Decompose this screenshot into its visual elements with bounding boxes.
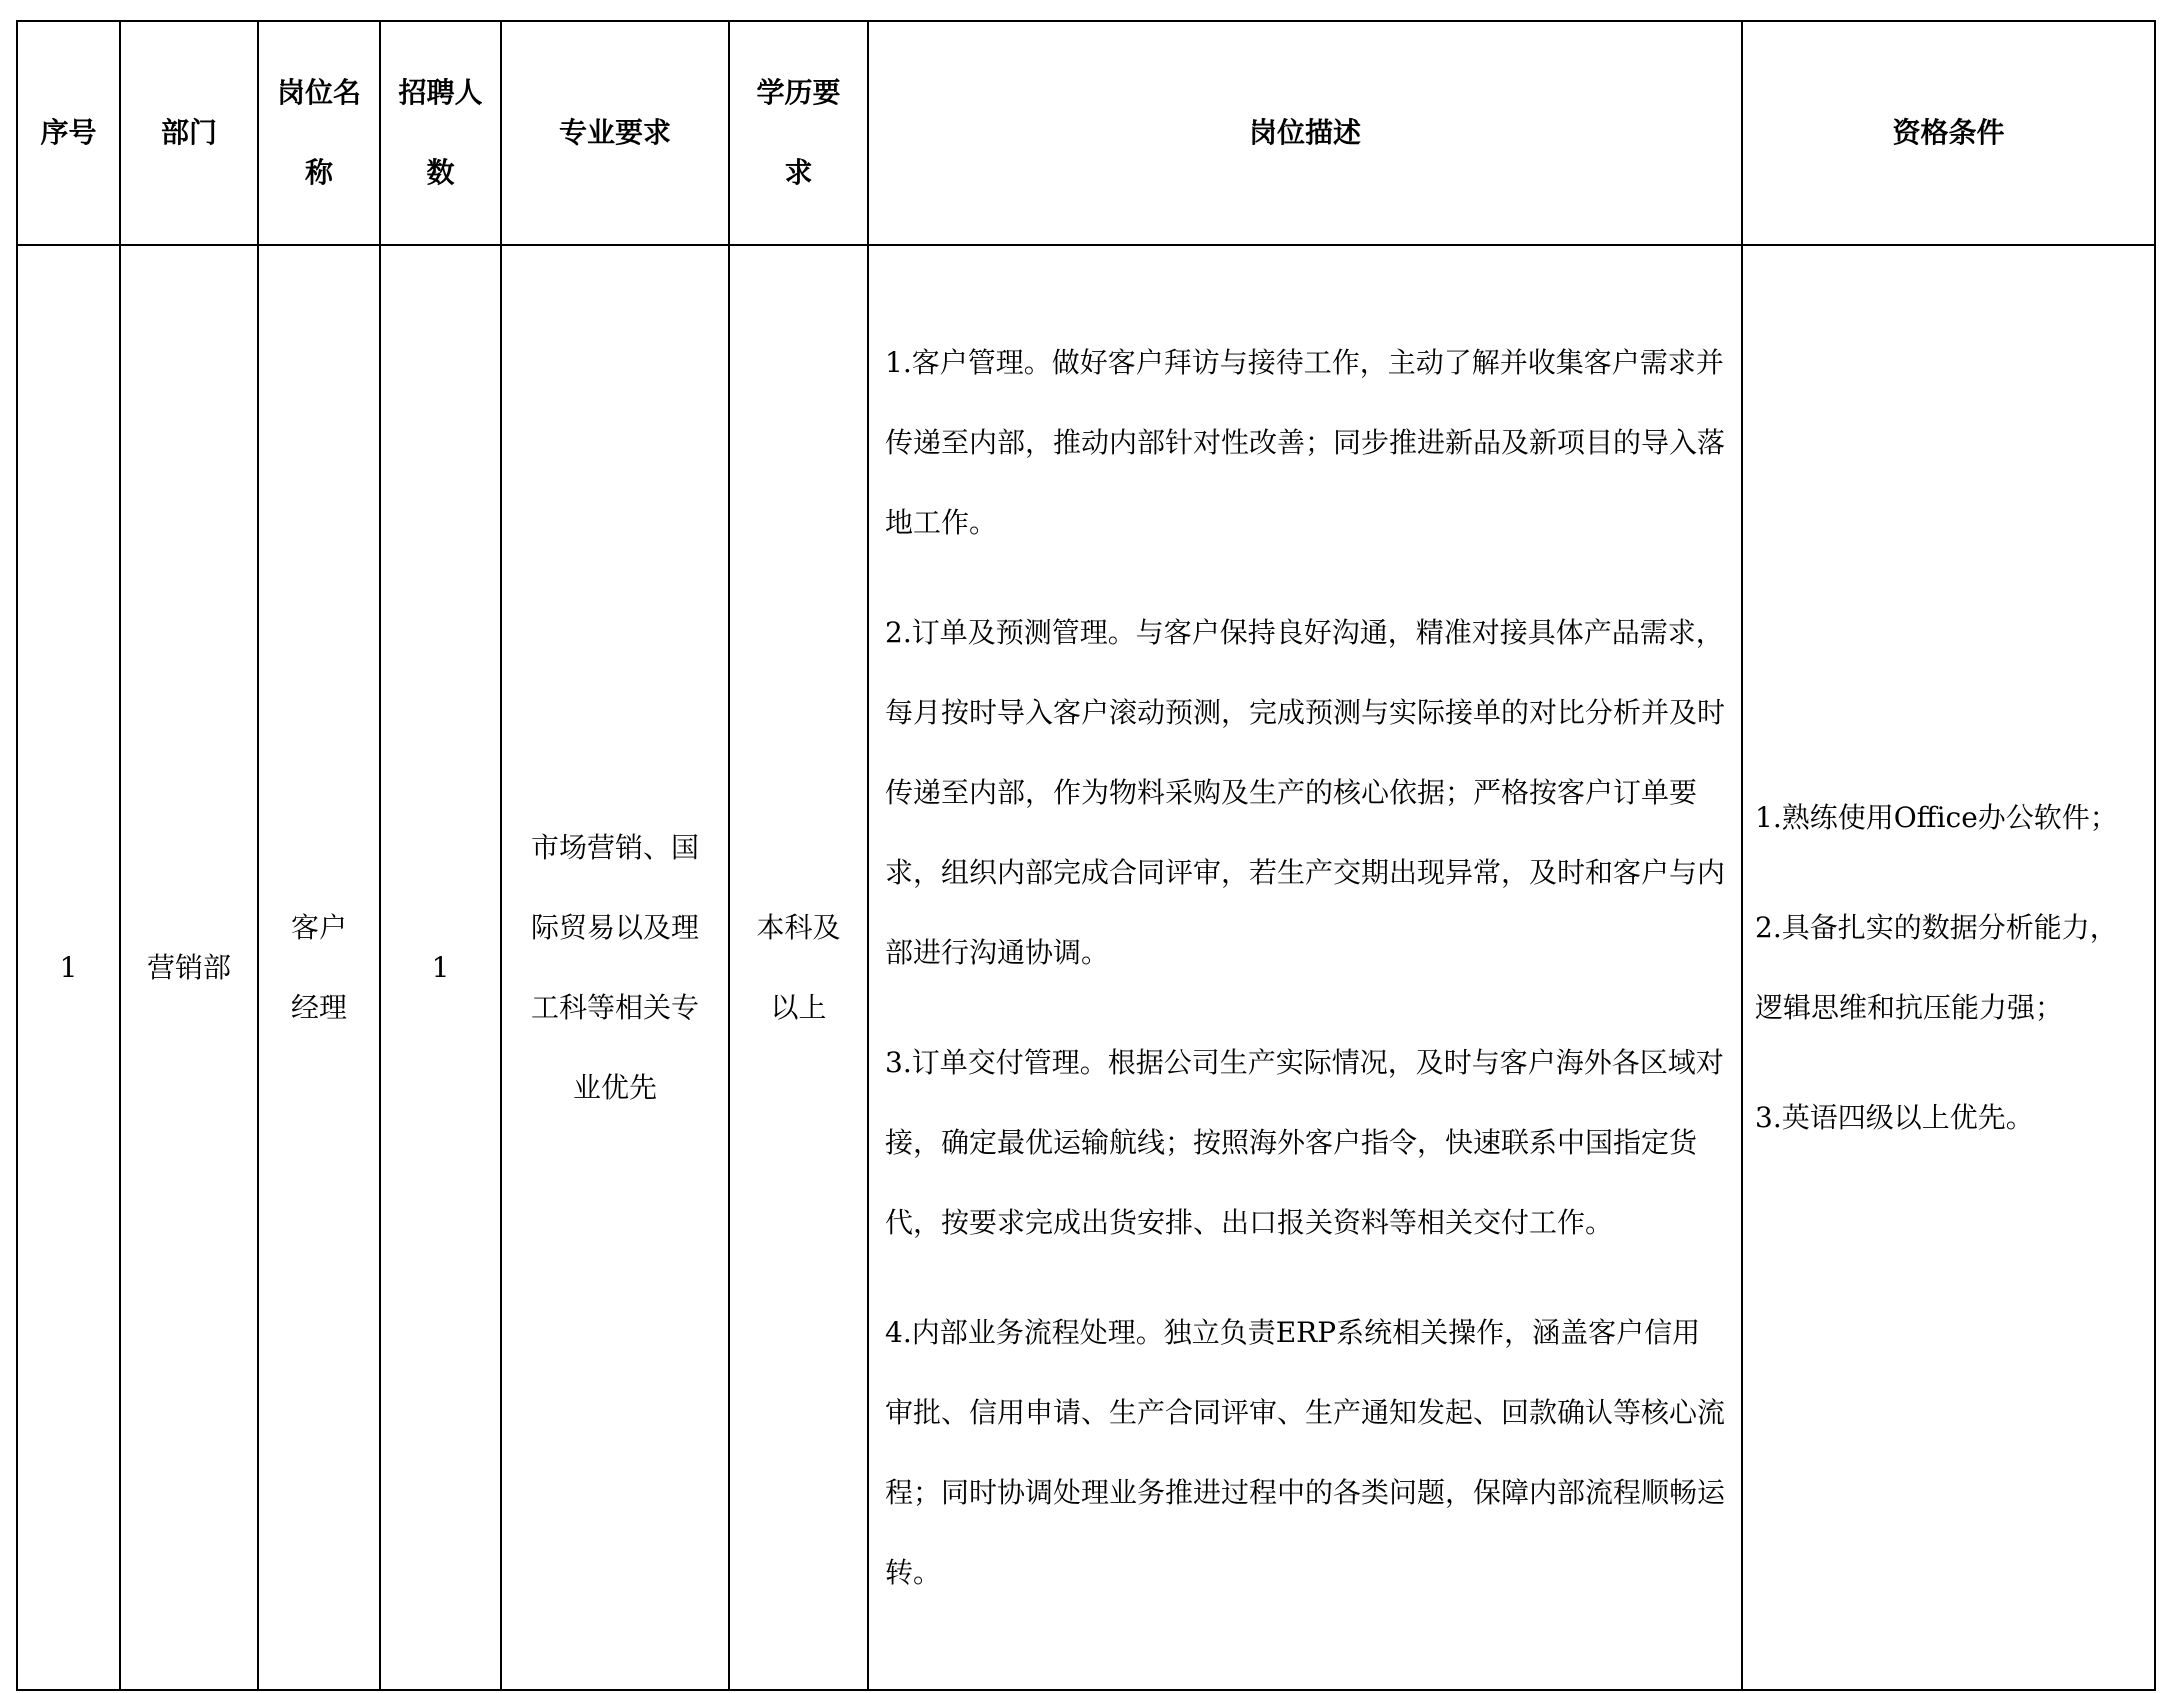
header-department: 部门 xyxy=(120,21,258,245)
job-posting-table xyxy=(16,20,2156,1691)
table-row xyxy=(17,245,2155,1690)
cell-qualifications xyxy=(1742,245,2155,1690)
qualification-item-2: 2.具备扎实的数据分析能力，逻辑思维和抗压能力强； xyxy=(1755,910,2118,1024)
cell-major: 市场营销、国际贸易以及理工科等相关专业优先 xyxy=(501,245,729,1690)
description-paragraph-3: 3.订单交付管理。根据公司生产实际情况，及时与客户海外各区域对接，确定最优运输航线；按照海外客户指令，快速联系中国指定货代，按要求完成出货安排、出口报关资料等相关交付工作。 xyxy=(885,1045,1724,1239)
description-paragraph-4: 4.内部业务流程处理。独立负责ERP系统相关操作，涵盖客户信用审批、信用申请、生产合同评审、生产通知发起、回款确认等核心流程；同时协调处理业务推进过程中的各类问题，保障内部流程顺畅运转。 xyxy=(885,1315,1726,1589)
cell-description xyxy=(868,245,1742,1690)
header-major: 专业要求 xyxy=(501,21,729,245)
cell-position: 客户经理 xyxy=(258,245,380,1690)
header-headcount: 招聘人数 xyxy=(380,21,501,245)
cell-education: 本科及以上 xyxy=(729,245,868,1690)
description-paragraph-1: 1.客户管理。做好客户拜访与接待工作，主动了解并收集客户需求并传递至内部，推动内部针对性改善；同步推进新品及新项目的导入落地工作。 xyxy=(885,345,1726,539)
qualification-item-3: 3.英语四级以上优先。 xyxy=(1755,1100,2034,1134)
header-education: 学历要求 xyxy=(729,21,868,245)
cell-department: 营销部 xyxy=(120,245,258,1690)
cell-headcount: 1 xyxy=(380,245,501,1690)
header-description: 岗位描述 xyxy=(868,21,1742,245)
header-qualifications: 资格条件 xyxy=(1742,21,2155,245)
header-position: 岗位名称 xyxy=(258,21,380,245)
header-index: 序号 xyxy=(17,21,120,245)
qualification-item-1: 1.熟练使用Office办公软件； xyxy=(1755,800,2118,834)
header-row xyxy=(17,21,2155,245)
cell-index: 1 xyxy=(17,245,120,1690)
description-paragraph-2: 2.订单及预测管理。与客户保持良好沟通，精准对接具体产品需求，每月按时导入客户滚动预测，完成预测与实际接单的对比分析并及时传递至内部，作为物料采购及生产的核心依据；严格按客户订单要求，组织内部完成合同评审，若生产交期出现异常，及时和客户与内部进行沟通协调。 xyxy=(885,615,1726,969)
